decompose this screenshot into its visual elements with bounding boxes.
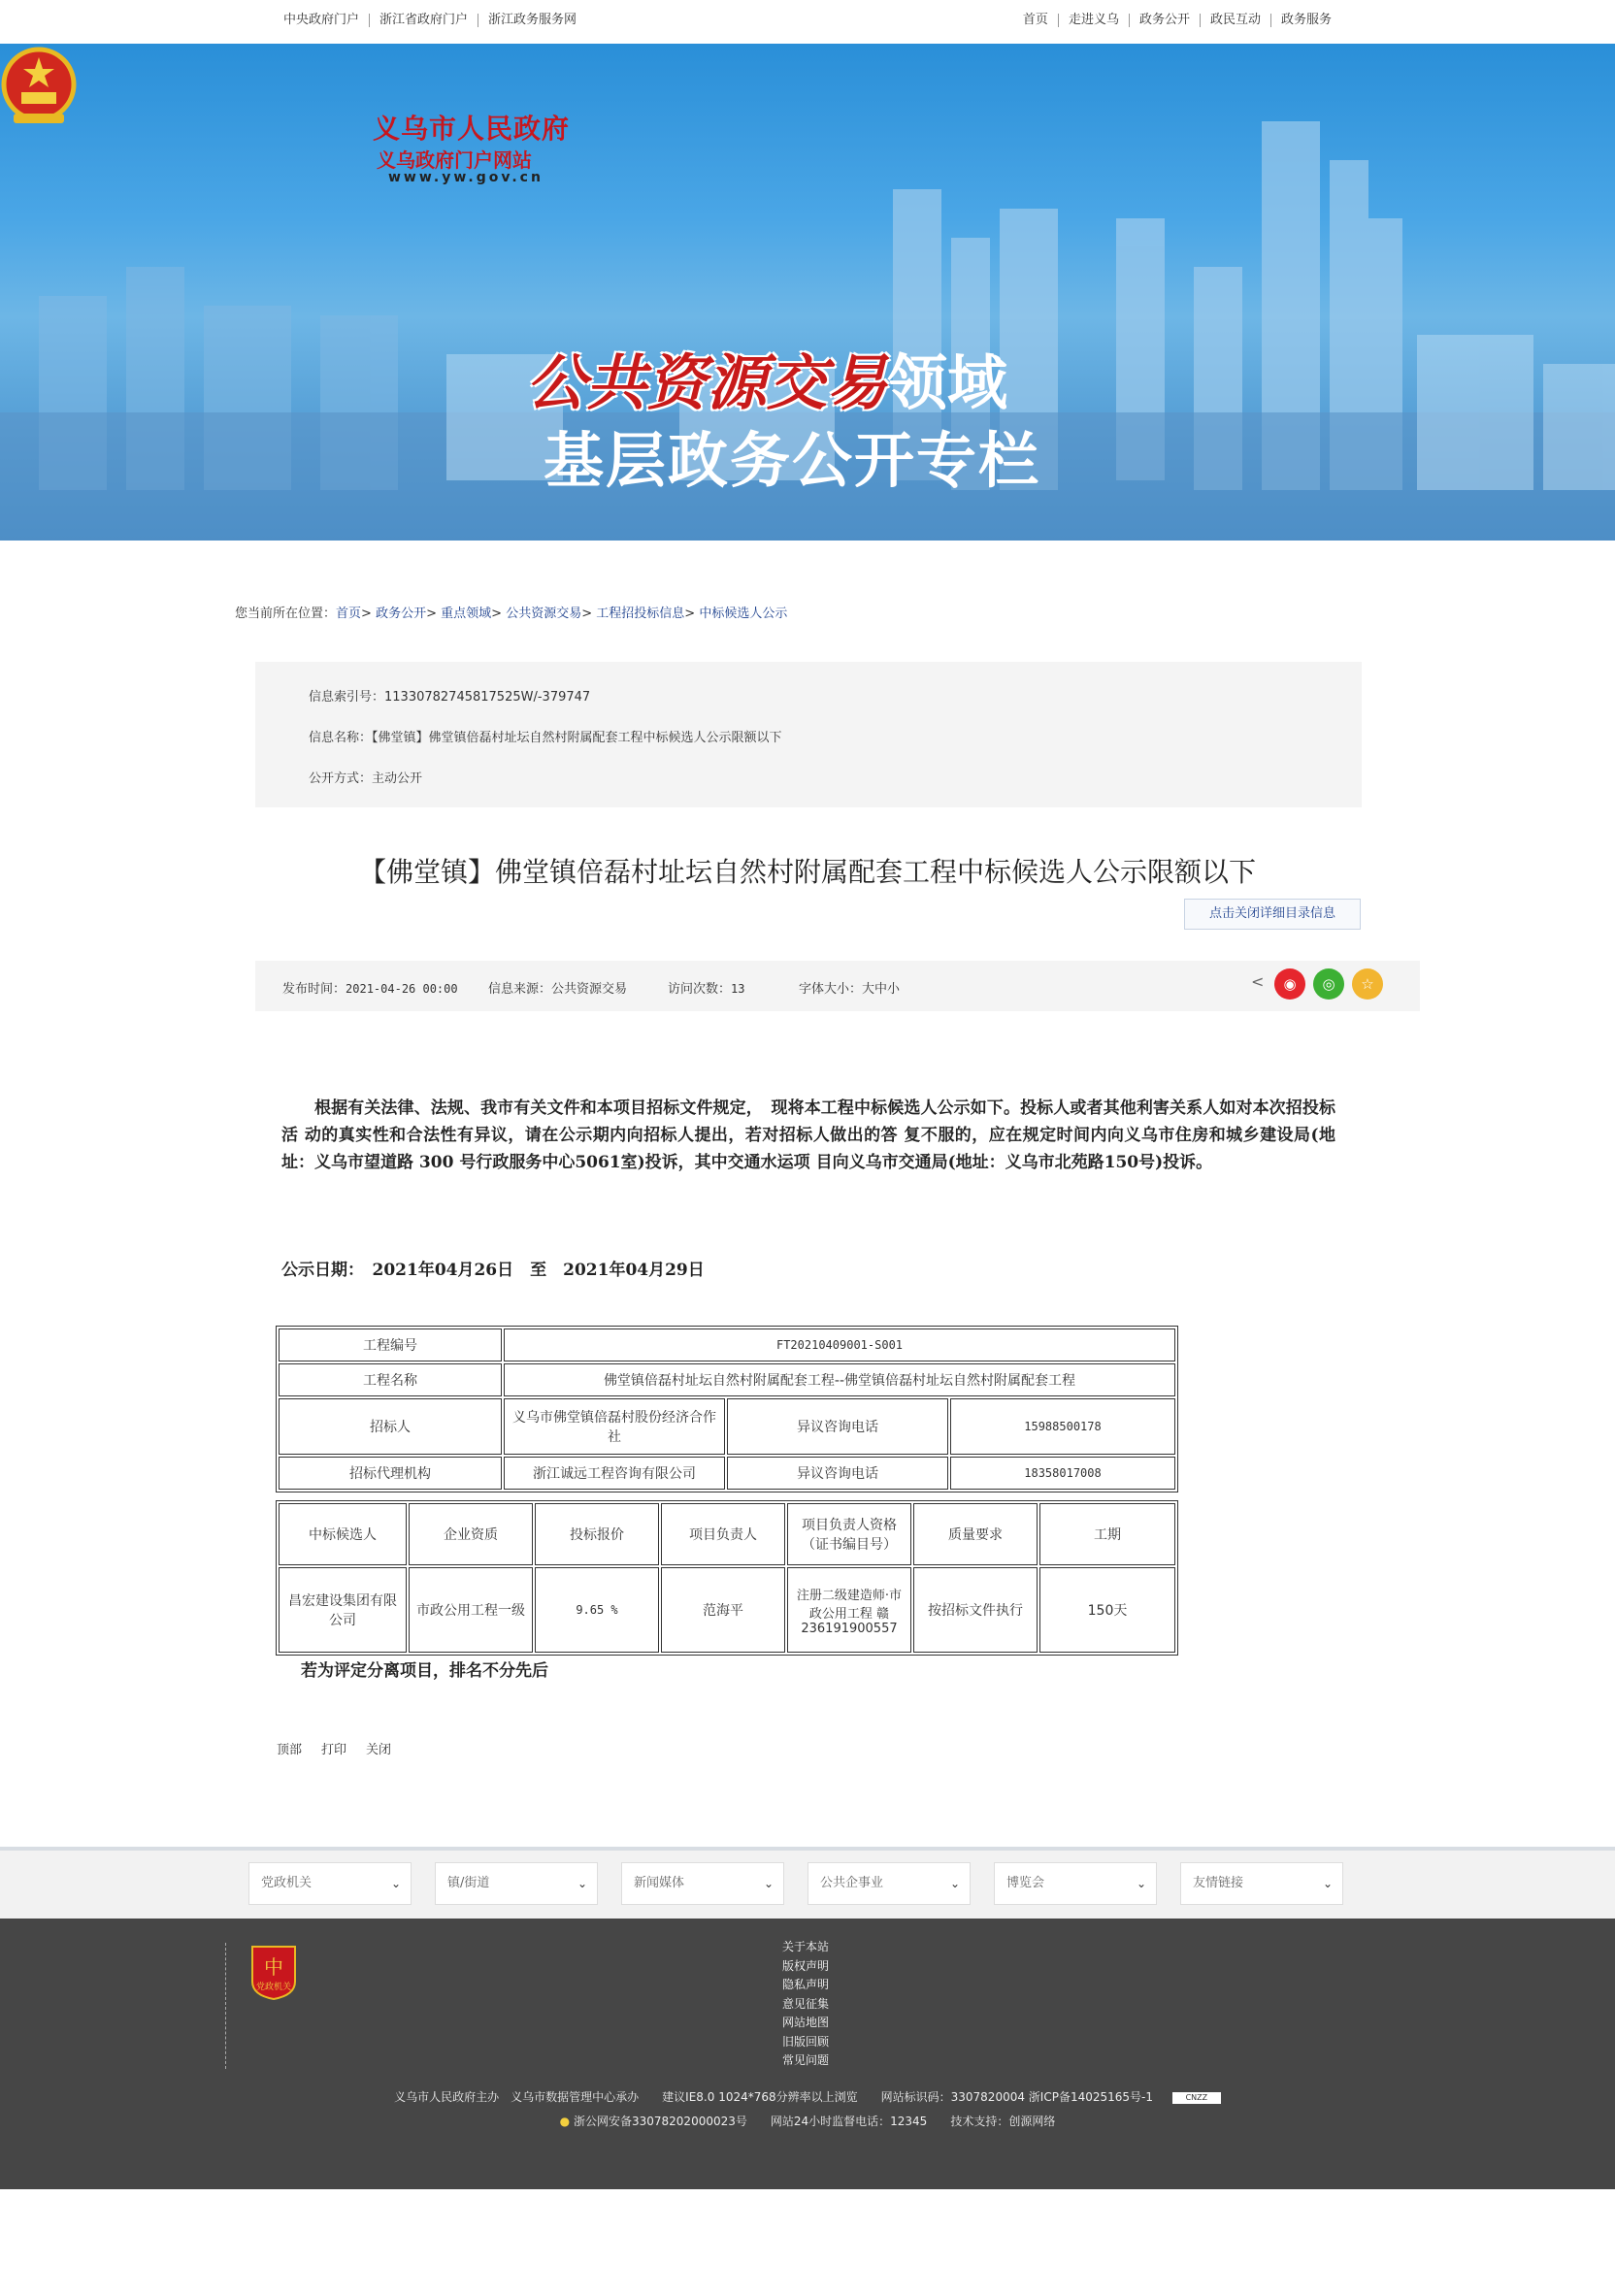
ranking-note: 若为评定分离项目，排名不分先后 bbox=[301, 1661, 548, 1681]
banner-headline-script: 公共资源交易 bbox=[526, 347, 888, 418]
print-link[interactable]: 打印 bbox=[321, 1743, 347, 1757]
table-row bbox=[279, 1567, 1175, 1653]
select-public-enterprise[interactable] bbox=[808, 1862, 971, 1905]
footer-link-selects bbox=[0, 1851, 1615, 1919]
select-expo[interactable] bbox=[994, 1862, 1157, 1905]
table-row bbox=[279, 1398, 1175, 1455]
portal-name: 义乌政府门户网站 bbox=[377, 148, 532, 172]
party-gov-badge-icon[interactable] bbox=[248, 1943, 299, 2001]
breadcrumb-gov-open[interactable]: 政务公开 bbox=[376, 607, 427, 621]
cell-manager: 范海平 bbox=[661, 1567, 785, 1653]
cell-duration: 150天 bbox=[1039, 1567, 1175, 1653]
chevron-down-icon: ⌄ bbox=[577, 1877, 587, 1890]
font-size-label: 字体大小： bbox=[799, 982, 863, 997]
share-icon: < bbox=[1251, 972, 1265, 991]
toggle-directory-button[interactable]: 点击关闭详细目录信息 bbox=[1184, 899, 1361, 930]
site-name: 义乌市人民政府 bbox=[373, 113, 571, 145]
nav-link-zhejiang-gov[interactable]: 浙江省政府门户 bbox=[370, 14, 478, 27]
svg-text:中: 中 bbox=[264, 1955, 283, 1979]
select-label: 镇/街道 bbox=[447, 1876, 490, 1890]
nav-link-zhejiang-service[interactable]: 浙江政务服务网 bbox=[488, 13, 577, 27]
info-directory-box bbox=[255, 662, 1362, 807]
footer-link-feedback[interactable]: 意见征集 bbox=[782, 1996, 830, 2011]
select-label: 博览会 bbox=[1006, 1876, 1045, 1890]
breadcrumb bbox=[235, 603, 787, 621]
tenderer-label: 招标人 bbox=[279, 1398, 502, 1455]
top-nav-left bbox=[283, 14, 577, 27]
footer-line-2-text: 浙公网安备33078202000023号 网站24小时监督电话：12345 技术支持：创源网络 bbox=[573, 2115, 1056, 2128]
select-news-media[interactable] bbox=[621, 1862, 784, 1905]
footer-link-copyright[interactable]: 版权声明 bbox=[782, 1958, 830, 1973]
col-header-manager-cert: 项目负责人资格（证书编目号） bbox=[787, 1503, 911, 1565]
nav-link-home[interactable]: 首页 bbox=[1013, 14, 1059, 27]
cell-manager-cert: 注册二级建造师·市政公用工程 赣236191900557 bbox=[787, 1567, 911, 1653]
visit-count bbox=[668, 978, 744, 997]
banner-headline bbox=[526, 335, 1007, 421]
select-label: 友情链接 bbox=[1193, 1876, 1244, 1890]
breadcrumb-key-areas[interactable]: 重点领域 bbox=[441, 607, 492, 621]
article-title: 【佛堂镇】佛堂镇倍磊村址坛自然村附属配套工程中标候选人公示限额以下 bbox=[358, 856, 1256, 888]
breadcrumb-sep: > bbox=[581, 607, 593, 621]
footer-line-2 bbox=[0, 2113, 1615, 2129]
table-header-row bbox=[279, 1503, 1175, 1565]
col-header-duration: 工期 bbox=[1039, 1503, 1175, 1565]
nav-link-gov-open[interactable]: 政务公开 bbox=[1130, 14, 1201, 27]
select-label: 党政机关 bbox=[261, 1876, 313, 1890]
breadcrumb-sep: > bbox=[426, 607, 437, 621]
footer-link-old-version[interactable]: 旧版回顾 bbox=[782, 2034, 830, 2049]
banner-subheadline: 基层政务公开专栏 bbox=[544, 425, 1041, 496]
breadcrumb-prefix: 您当前所在位置： bbox=[235, 607, 337, 621]
info-source bbox=[488, 978, 627, 997]
select-label: 新闻媒体 bbox=[634, 1876, 685, 1890]
article-meta-bar bbox=[255, 961, 1420, 1011]
breadcrumb-sep: > bbox=[491, 607, 503, 621]
info-mode bbox=[309, 768, 422, 786]
breadcrumb-sep: > bbox=[361, 607, 372, 621]
footer-dashed-divider bbox=[225, 1943, 226, 2069]
nav-link-about-yiwu[interactable]: 走进义乌 bbox=[1059, 14, 1130, 27]
publish-time-label: 发布时间： bbox=[282, 982, 346, 997]
article-actions bbox=[277, 1739, 391, 1757]
nav-link-central-gov[interactable]: 中央政府门户 bbox=[283, 14, 370, 27]
visit-count-label: 访问次数： bbox=[668, 982, 732, 997]
select-label: 公共企事业 bbox=[820, 1876, 884, 1890]
project-no-value: FT20210409001-S001 bbox=[504, 1328, 1175, 1361]
tenderer-phone-value: 15988500178 bbox=[950, 1398, 1175, 1455]
police-badge-icon: ● bbox=[559, 2115, 571, 2128]
footer-link-privacy[interactable]: 隐私声明 bbox=[782, 1978, 830, 1991]
agency-phone-value: 18358017008 bbox=[950, 1457, 1175, 1490]
chevron-down-icon: ⌄ bbox=[1322, 1877, 1333, 1890]
info-mode-value: 主动公开 bbox=[372, 771, 423, 786]
info-name bbox=[309, 727, 782, 745]
national-emblem-icon bbox=[0, 44, 78, 131]
footer-link-about[interactable]: 关于本站 bbox=[782, 1940, 830, 1953]
select-party-gov[interactable] bbox=[248, 1862, 412, 1905]
banner bbox=[0, 44, 1615, 541]
col-header-manager: 项目负责人 bbox=[661, 1503, 785, 1565]
info-name-label: 信息名称： bbox=[309, 731, 373, 745]
project-no-label: 工程编号 bbox=[279, 1328, 502, 1361]
info-source-value: 公共资源交易 bbox=[551, 982, 628, 997]
chevron-down-icon: ⌄ bbox=[763, 1877, 774, 1890]
chevron-down-icon: ⌄ bbox=[390, 1877, 401, 1890]
project-info-table bbox=[276, 1326, 1178, 1492]
tenderer-value: 义乌市佛堂镇倍磊村股份经济合作社 bbox=[504, 1398, 725, 1455]
publish-time bbox=[282, 978, 458, 997]
footer-line-1 bbox=[0, 2088, 1615, 2105]
publicity-period: 公示日期： 2021年04月26日 至 2021年04月29日 bbox=[281, 1261, 705, 1280]
info-index bbox=[309, 686, 590, 705]
nav-link-gov-service[interactable]: 政务服务 bbox=[1280, 13, 1332, 27]
cell-candidate: 昌宏建设集团有限公司 bbox=[279, 1567, 407, 1653]
info-source-label: 信息来源： bbox=[488, 982, 552, 997]
tenderer-phone-label: 异议咨询电话 bbox=[727, 1398, 948, 1455]
col-header-qualification: 企业资质 bbox=[409, 1503, 533, 1565]
party-gov-badge-label: 党政机关 bbox=[255, 1983, 291, 1992]
cell-qualification: 市政公用工程一级 bbox=[409, 1567, 533, 1653]
weibo-share-icon[interactable]: ◉ bbox=[1274, 968, 1305, 1000]
cnzz-badge[interactable]: CNZZ bbox=[1172, 2092, 1221, 2104]
footer-line-1-text: 义乌市人民政府主办 义乌市数据管理中心承办 建议IE8.0 1024*768分辨率以上浏览 网站标识码：3307820004 浙ICP备14025165号-1 bbox=[394, 2090, 1153, 2104]
wechat-share-icon[interactable]: ◎ bbox=[1313, 968, 1344, 1000]
select-towns[interactable] bbox=[435, 1862, 598, 1905]
chevron-down-icon: ⌄ bbox=[1136, 1877, 1146, 1890]
candidate-table bbox=[276, 1500, 1178, 1656]
table-row bbox=[279, 1457, 1175, 1490]
back-to-top-link[interactable]: 顶部 bbox=[277, 1743, 303, 1757]
col-header-candidate: 中标候选人 bbox=[279, 1503, 407, 1565]
select-friend-links[interactable] bbox=[1180, 1862, 1343, 1905]
nav-link-interaction[interactable]: 政民互动 bbox=[1201, 14, 1271, 27]
breadcrumb-bidding-info[interactable]: 工程招投标信息 bbox=[596, 607, 685, 621]
footer-link-faq[interactable]: 常见问题 bbox=[782, 2053, 830, 2067]
breadcrumb-home[interactable]: 首页 bbox=[336, 607, 362, 621]
font-size-control[interactable] bbox=[799, 978, 900, 997]
top-nav bbox=[0, 0, 1615, 44]
agency-phone-label: 异议咨询电话 bbox=[727, 1457, 948, 1490]
favorite-star-icon[interactable]: ☆ bbox=[1352, 968, 1383, 1000]
info-index-value: 11330782745817525W/-379747 bbox=[384, 690, 591, 705]
article-body: 根据有关法律、法规、我市有关文件和本项目招标文件规定， 现将本工程中标候选人公示如下。投标人或者其他利害关系人如对本次招投标活 动的真实性和合法性有异议，请在公示期内向招标人提出，若对招标人做出的答 复不服的，应在规定时间内向义乌市住房和城乡建设局(地址：义乌市望道路 300 号行政服务中心5061室)投诉，其中交通水运项 目向义乌市交通局(地址：义乌市北苑路150号)投诉。 bbox=[281, 1099, 1335, 1172]
banner-headline-suffix: 领域 bbox=[887, 347, 1008, 418]
chevron-down-icon: ⌄ bbox=[949, 1877, 960, 1890]
col-header-bid-price: 投标报价 bbox=[535, 1503, 659, 1565]
close-link[interactable]: 关闭 bbox=[366, 1743, 392, 1757]
project-name-value: 佛堂镇倍磊村址坛自然村附属配套工程--佛堂镇倍磊村址坛自然村附属配套工程 bbox=[504, 1363, 1175, 1396]
table-row bbox=[279, 1363, 1175, 1396]
breadcrumb-public-resources[interactable]: 公共资源交易 bbox=[506, 607, 582, 621]
cell-bid-price: 9.65 % bbox=[535, 1567, 659, 1653]
info-name-value: 【佛堂镇】佛堂镇倍磊村址坛自然村附属配套工程中标候选人公示限额以下 bbox=[372, 731, 782, 745]
font-size-options[interactable]: 大中小 bbox=[862, 982, 901, 997]
breadcrumb-current[interactable]: 中标候选人公示 bbox=[699, 607, 788, 621]
info-mode-label: 公开方式： bbox=[309, 771, 373, 786]
info-index-label: 信息索引号： bbox=[309, 690, 385, 705]
table-row bbox=[279, 1328, 1175, 1361]
col-header-quality: 质量要求 bbox=[913, 1503, 1038, 1565]
project-name-label: 工程名称 bbox=[279, 1363, 502, 1396]
breadcrumb-sep: > bbox=[684, 607, 696, 621]
agency-value: 浙江诚远工程咨询有限公司 bbox=[504, 1457, 725, 1490]
top-nav-right bbox=[1013, 14, 1332, 27]
agency-label: 招标代理机构 bbox=[279, 1457, 502, 1490]
site-footer bbox=[0, 1919, 1615, 2189]
cell-quality: 按招标文件执行 bbox=[913, 1567, 1038, 1653]
site-domain: www.yw.gov.cn bbox=[388, 170, 544, 185]
footer-link-sitemap[interactable]: 网站地图 bbox=[782, 2016, 830, 2029]
publish-time-value: 2021-04-26 00:00 bbox=[346, 982, 458, 996]
footer-links bbox=[782, 1938, 829, 2071]
visit-count-value: 13 bbox=[731, 982, 745, 996]
